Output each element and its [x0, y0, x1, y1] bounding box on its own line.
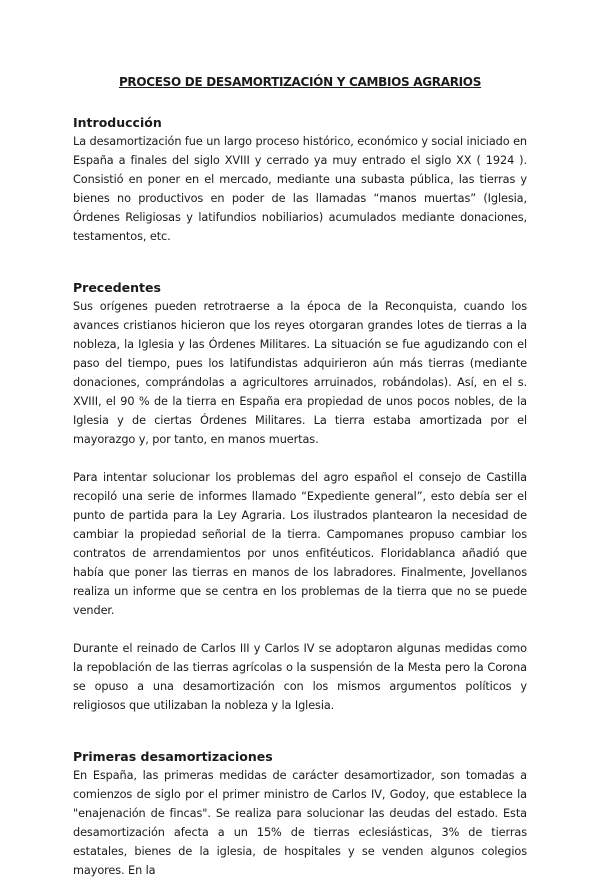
heading-introduccion: Introducción [73, 115, 162, 130]
document-title: PROCESO DE DESAMORTIZACIÓN Y CAMBIOS AGRARIOS [118, 75, 482, 89]
paragraph-introduccion: La desamortización fue un largo proceso histórico, económico y social iniciado en España a finales del siglo XVIII y cerrado ya muy entrado el siglo XX ( 1924 ). Consistió en poner en el mercado, mediante una subasta pública, las tierras y bienes no productivos en poder de las llamadas “manos muertas” (Iglesia, Órdenes Religiosas y latifundios nobiliarios) acumulados mediante donaciones, testamentos, etc. [73, 135, 527, 243]
heading-precedentes: Precedentes [73, 280, 161, 295]
heading-primeras-desamortizaciones: Primeras desamortizaciones [73, 749, 273, 764]
paragraph-precedentes-1: Sus orígenes pueden retrotraerse a la época de la Reconquista, cuando los avances cristianos hicieron que los reyes otorgaran grandes lotes de tierras a la nobleza, la Iglesia y las Órdenes Militares. La situación se fue agudizando con el paso del tiempo, pues los latifundistas adquirieron aún más tierras (mediante donaciones, comprándolas a agricultores arruinados, robándolas). Así, en el s. XVIII, el 90 % de la tierra en España era propiedad de unos pocos nobles, de la Iglesia y de ciertas Órdenes Militares. La tierra estaba amortizada por el mayorazgo y, por tanto, en manos muertas. [73, 300, 527, 446]
paragraph-precedentes-3: Durante el reinado de Carlos III y Carlos IV se adoptaron algunas medidas como la repoblación de las tierras agrícolas o la suspensión de la Mesta pero la Corona se opuso a una desamortización con los mismos argumentos políticos y religiosos que utilizaban la nobleza y la Iglesia. [73, 642, 527, 712]
section-spacer [73, 715, 527, 748]
paragraph-precedentes-2: Para intentar solucionar los problemas del agro español el consejo de Castilla recopiló una serie de informes llamado “Expediente general”, esto debía ser el punto de partida para la Ley Agraria. Los ilustrados plantearon la necesidad de cambiar la propiedad señorial de la tierra. Campomanes propuso cambiar los contratos de arrendamientos por unos enfitéuticos. Floridablanca añadió que había que poner las tierras en manos de los labradores. Finalmente, Jovellanos realiza un informe que se centra en los problemas de la tierra que no se puede vender. [73, 471, 527, 617]
paragraph-primeras-desamortizaciones: En España, las primeras medidas de carácter desamortizador, son tomadas a comienzos de siglo por el primer ministro de Carlos IV, Godoy, que establece la "enajenación de fincas". Se realiza para solucionar las deudas del estado. Esta desamortización afecta a un 15% de tierras eclesiásticas, 3% de tierras estatales, bienes de la iglesia, de hospitales y se venden algunos colegios mayores. En la [73, 769, 527, 877]
document-page [73, 74, 527, 880]
paragraph-spacer [73, 620, 527, 639]
paragraph-spacer [73, 449, 527, 468]
section-spacer [73, 246, 527, 279]
